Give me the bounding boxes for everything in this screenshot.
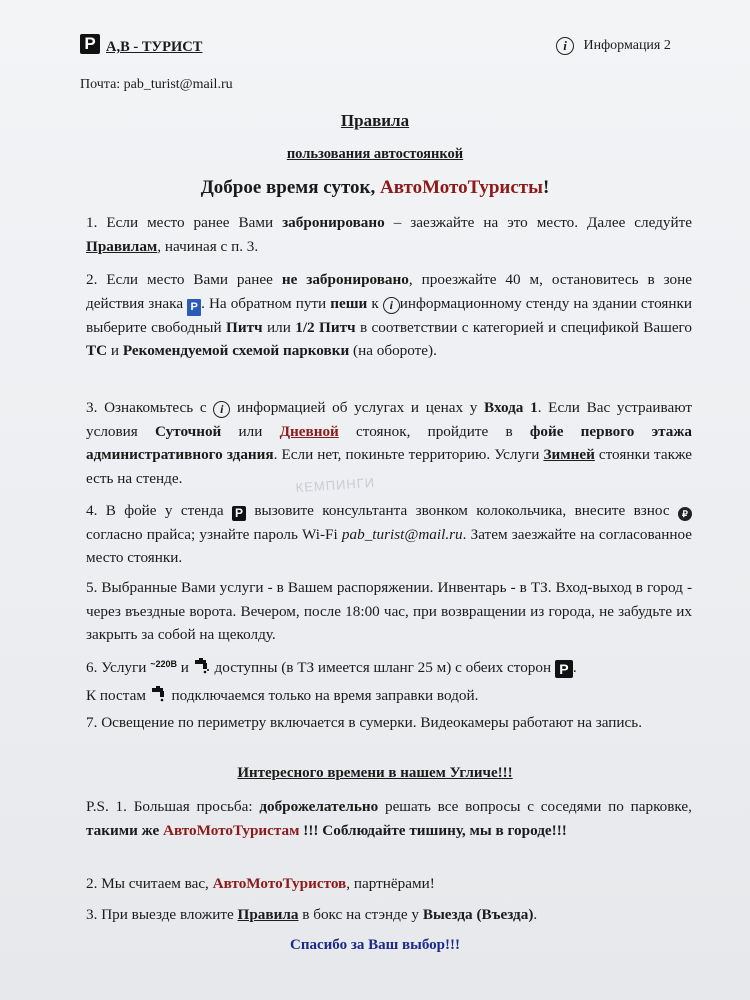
- rule-1: 1. Если место ранее Вами забронировано – заезжайте на это место. Далее следуйте Правилам, начиная с п. 3.: [86, 214, 692, 255]
- ps-1: P.S. 1. Большая просьба: доброжелательно решать все вопросы с соседями по парковке, такими же АвтоМотоТуристам !!! Соблюдайте тишину, мы в городе!!!: [86, 798, 692, 839]
- ps-3: 3. При выезде вложите Правила в бокс на стэнде у Выезда (Въезда).: [86, 906, 538, 923]
- rule-3: 3. Ознакомьтесь с i информацией об услугах и ценах у Входа 1. Если Вас устраивают условия Суточной или Дневной стоянок, пройдите в фойе первого этажа административного здания. Если нет, покиньте территорию. Услуги Зимней стоянки также есть на стенде.: [86, 399, 692, 487]
- greeting-text: Доброе время суток,: [200, 177, 380, 198]
- info-icon: i: [383, 297, 400, 314]
- rule-7: 7. Освещение по периметру включается в сумерки. Видеокамеры работают на запись.: [86, 714, 643, 731]
- rule-4: 4. В фойе у стенда P вызовите консультанта звонком колокольчика, внесите взнос ₽ согласно прайса; узнайте пароль Wi-Fi pab_turist@mail.ru. Затем заезжайте на согласованное место стоянки.: [86, 502, 692, 566]
- watermark: КЕМПИНГИ: [295, 474, 376, 496]
- coin-icon: ₽: [678, 507, 692, 521]
- info-label: Информация 2: [583, 38, 671, 53]
- thanks-line: Спасибо за Ваш выбор!!!: [290, 937, 460, 953]
- page-title: Правила: [340, 111, 410, 130]
- info-icon: i: [213, 401, 230, 418]
- closing-heading: Интересного времени в нашем Угличе!!!: [237, 765, 513, 781]
- greeting-accent: АвтоМотоТуристы: [380, 177, 543, 198]
- brand-name: А,В - ТУРИСТ: [106, 38, 203, 55]
- rule-5: 5. Выбранные Вами услуги - в Вашем распоряжении. Инвентарь - в ТЗ. Вход-выход в город - через въездные ворота. Вечером, после 18:00 час, при возвращении из города, не забудьте их закрыть за собой на щеколду.: [86, 579, 692, 643]
- rule-2: 2. Если место Вами ранее не забронировано, проезжайте 40 м, остановитесь в зоне действия знака P . На обратном пути пеши к i информационному стенду на здании стоянки выберите свободный Питч или 1/2 Питч в соответствии с категорией и спецификой Вашего ТС и Рекомендуемой схемой парковки (на обороте).: [86, 271, 693, 359]
- water-tap-icon: [193, 657, 211, 683]
- rule-6: 6. Услуги ~220В и доступны (в ТЗ имеется шланг 25 м) с обеих сторон P . К постам подключаемся только на время заправки водой.: [86, 651, 692, 711]
- water-tap-icon: [150, 685, 168, 711]
- greeting-end: !: [542, 177, 550, 198]
- greeting: [0, 177, 750, 199]
- parking-logo-icon: P: [80, 34, 100, 54]
- parking-icon: P: [232, 506, 246, 521]
- voltage-icon: ~220В: [150, 659, 177, 669]
- ps-2: 2. Мы считаем вас, АвтоМотоТуристов, партнёрами!: [86, 875, 435, 892]
- email-line: Почта: pab_turist@mail.ru: [80, 77, 233, 92]
- info-page-label: [556, 37, 671, 55]
- road-sign-icon: P: [187, 299, 201, 316]
- parking-icon: P: [555, 660, 573, 678]
- page-subtitle: пользования автостоянкой: [286, 146, 464, 162]
- brand-logo: [80, 34, 202, 56]
- info-icon: i: [556, 37, 574, 55]
